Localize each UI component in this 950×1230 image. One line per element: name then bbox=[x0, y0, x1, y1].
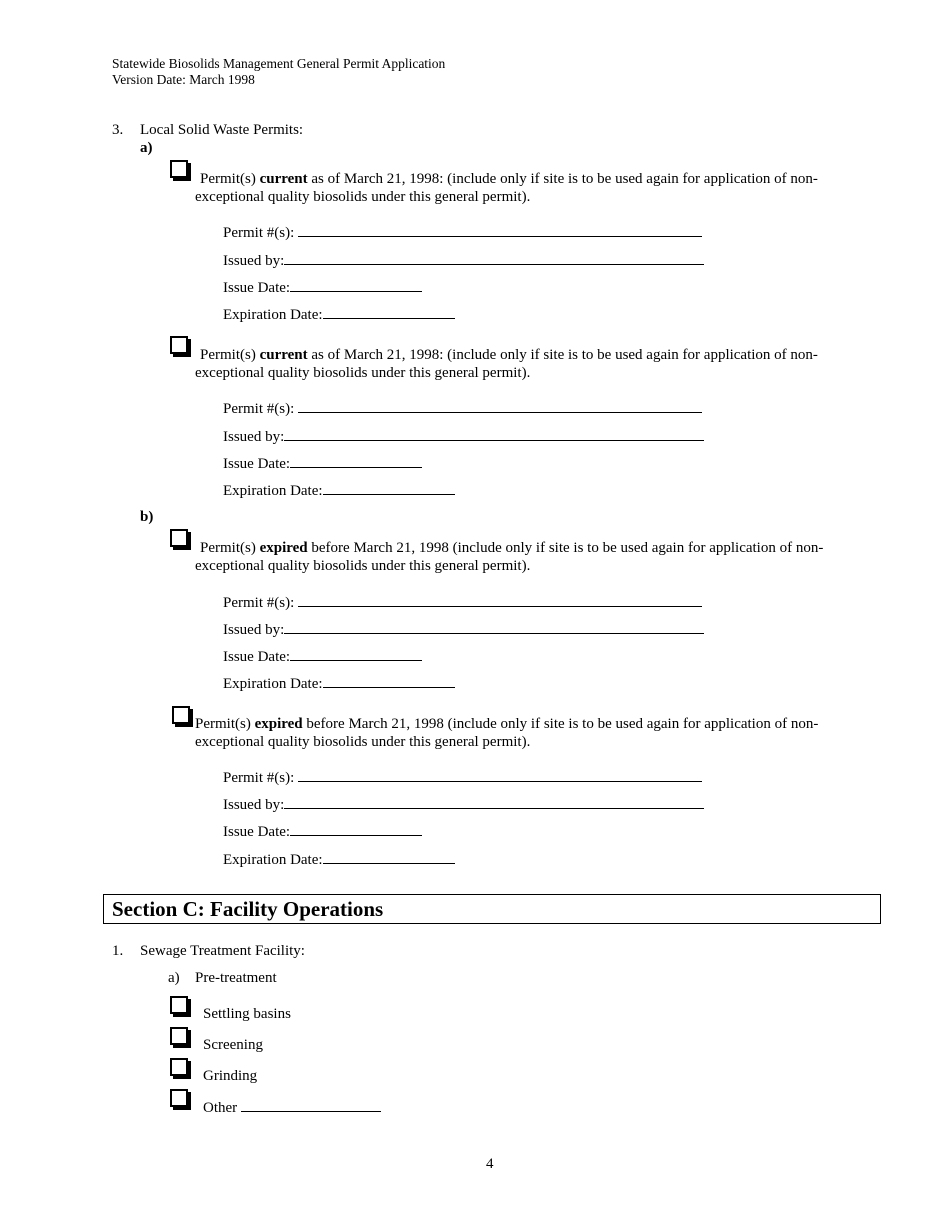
permit-block-4-pre: Permit(s) bbox=[195, 716, 255, 732]
permit-block-2-text bbox=[200, 346, 818, 364]
expiration-date-line[interactable] bbox=[323, 674, 455, 688]
expiration-date-field-3[interactable] bbox=[223, 674, 455, 693]
permit-block-2-post: as of March 21, 1998: (include only if site is to be used again for application of non- bbox=[307, 347, 818, 363]
permit-number-line[interactable] bbox=[298, 768, 702, 782]
permit-block-3-text bbox=[200, 539, 823, 557]
permit-block-2-checkbox[interactable] bbox=[170, 336, 188, 354]
permit-block-4-status: expired bbox=[254, 716, 303, 732]
pre-treatment-title: Pre-treatment bbox=[195, 970, 277, 986]
permit-block-1-checkbox[interactable] bbox=[170, 160, 188, 178]
permit-number-line[interactable] bbox=[298, 399, 702, 413]
other-label: Other bbox=[203, 1100, 241, 1116]
page-number: 4 bbox=[486, 1156, 494, 1172]
permit-block-4-line2: exceptional quality biosolids under this general permit). bbox=[195, 734, 531, 750]
issue-date-field-1[interactable] bbox=[223, 278, 422, 297]
permit-block-3-status: expired bbox=[259, 540, 308, 556]
issue-date-label: Issue Date: bbox=[223, 824, 291, 840]
issue-date-line[interactable] bbox=[290, 647, 422, 661]
permit-block-3-post: before March 21, 1998 (include only if site is to be used again for application of non- bbox=[307, 540, 824, 556]
item-3-title: Local Solid Waste Permits: bbox=[140, 122, 304, 138]
issued-by-line[interactable] bbox=[284, 427, 704, 441]
permit-number-line[interactable] bbox=[298, 593, 702, 607]
expiration-date-line[interactable] bbox=[323, 305, 455, 319]
expiration-date-field-2[interactable] bbox=[223, 481, 455, 500]
permit-block-3-pre: Permit(s) bbox=[200, 540, 260, 556]
issued-by-field-1[interactable] bbox=[223, 251, 704, 270]
issued-by-field-2[interactable] bbox=[223, 427, 704, 446]
expiration-date-label: Expiration Date: bbox=[223, 483, 323, 499]
permit-number-line[interactable] bbox=[298, 223, 702, 237]
screening-checkbox[interactable] bbox=[170, 1027, 188, 1045]
settling-basins-checkbox[interactable] bbox=[170, 996, 188, 1014]
screening-label: Screening bbox=[203, 1037, 263, 1053]
issued-by-label: Issued by: bbox=[223, 622, 285, 638]
issue-date-line[interactable] bbox=[290, 278, 422, 292]
issue-date-field-3[interactable] bbox=[223, 647, 422, 666]
item-3-number: 3. bbox=[112, 122, 124, 138]
issued-by-label: Issued by: bbox=[223, 797, 285, 813]
permit-block-4-post: before March 21, 1998 (include only if site is to be used again for application of non- bbox=[302, 716, 819, 732]
form-title: Statewide Biosolids Management General Permit Application bbox=[112, 56, 446, 71]
issue-date-label: Issue Date: bbox=[223, 280, 291, 296]
permit-block-1-pre: Permit(s) bbox=[200, 171, 260, 187]
issue-date-field-4[interactable] bbox=[223, 822, 422, 841]
subsection-a-label: a) bbox=[140, 140, 153, 156]
permit-block-1-line2: exceptional quality biosolids under this general permit). bbox=[195, 189, 531, 205]
item-1-number: 1. bbox=[112, 943, 124, 959]
issued-by-field-3[interactable] bbox=[223, 620, 704, 639]
permit-number-field-4[interactable] bbox=[223, 768, 702, 787]
issue-date-label: Issue Date: bbox=[223, 649, 291, 665]
section-c-header bbox=[103, 894, 881, 924]
settling-basins-label: Settling basins bbox=[203, 1006, 291, 1022]
issue-date-line[interactable] bbox=[290, 822, 422, 836]
permit-block-4-text bbox=[195, 715, 818, 733]
permit-block-1-text bbox=[200, 170, 818, 188]
expiration-date-label: Expiration Date: bbox=[223, 676, 323, 692]
permit-block-1-post: as of March 21, 1998: (include only if site is to be used again for application of non- bbox=[307, 171, 818, 187]
expiration-date-line[interactable] bbox=[323, 481, 455, 495]
issued-by-label: Issued by: bbox=[223, 429, 285, 445]
pre-treatment-letter: a) bbox=[168, 970, 180, 986]
permit-number-field-3[interactable] bbox=[223, 593, 702, 612]
permit-block-3-line2: exceptional quality biosolids under this general permit). bbox=[195, 558, 531, 574]
other-field[interactable] bbox=[203, 1098, 381, 1117]
issue-date-line[interactable] bbox=[290, 454, 422, 468]
permit-number-field-1[interactable] bbox=[223, 223, 702, 242]
issued-by-line[interactable] bbox=[284, 795, 704, 809]
permit-number-label: Permit #(s): bbox=[223, 401, 298, 417]
grinding-label: Grinding bbox=[203, 1068, 258, 1084]
grinding-checkbox[interactable] bbox=[170, 1058, 188, 1076]
version-date: Version Date: March 1998 bbox=[112, 72, 255, 87]
issued-by-line[interactable] bbox=[284, 620, 704, 634]
permit-block-2-line2: exceptional quality biosolids under this general permit). bbox=[195, 365, 531, 381]
expiration-date-field-1[interactable] bbox=[223, 305, 455, 324]
permit-block-2-pre: Permit(s) bbox=[200, 347, 260, 363]
expiration-date-field-4[interactable] bbox=[223, 850, 455, 869]
permit-block-2-status: current bbox=[259, 347, 308, 363]
permit-number-label: Permit #(s): bbox=[223, 225, 298, 241]
expiration-date-line[interactable] bbox=[323, 850, 455, 864]
expiration-date-label: Expiration Date: bbox=[223, 852, 323, 868]
issued-by-label: Issued by: bbox=[223, 253, 285, 269]
permit-number-label: Permit #(s): bbox=[223, 595, 298, 611]
item-1-title: Sewage Treatment Facility: bbox=[140, 943, 305, 959]
permit-block-4-checkbox[interactable] bbox=[172, 706, 190, 724]
other-checkbox[interactable] bbox=[170, 1089, 188, 1107]
expiration-date-label: Expiration Date: bbox=[223, 307, 323, 323]
permit-block-3-checkbox[interactable] bbox=[170, 529, 188, 547]
permit-block-1-status: current bbox=[259, 171, 308, 187]
section-c-title: Section C: Facility Operations bbox=[112, 897, 384, 921]
subsection-b-label: b) bbox=[140, 509, 154, 525]
permit-number-label: Permit #(s): bbox=[223, 770, 298, 786]
other-line[interactable] bbox=[241, 1098, 381, 1112]
issue-date-field-2[interactable] bbox=[223, 454, 422, 473]
permit-number-field-2[interactable] bbox=[223, 399, 702, 418]
issued-by-field-4[interactable] bbox=[223, 795, 704, 814]
issue-date-label: Issue Date: bbox=[223, 456, 291, 472]
issued-by-line[interactable] bbox=[284, 251, 704, 265]
